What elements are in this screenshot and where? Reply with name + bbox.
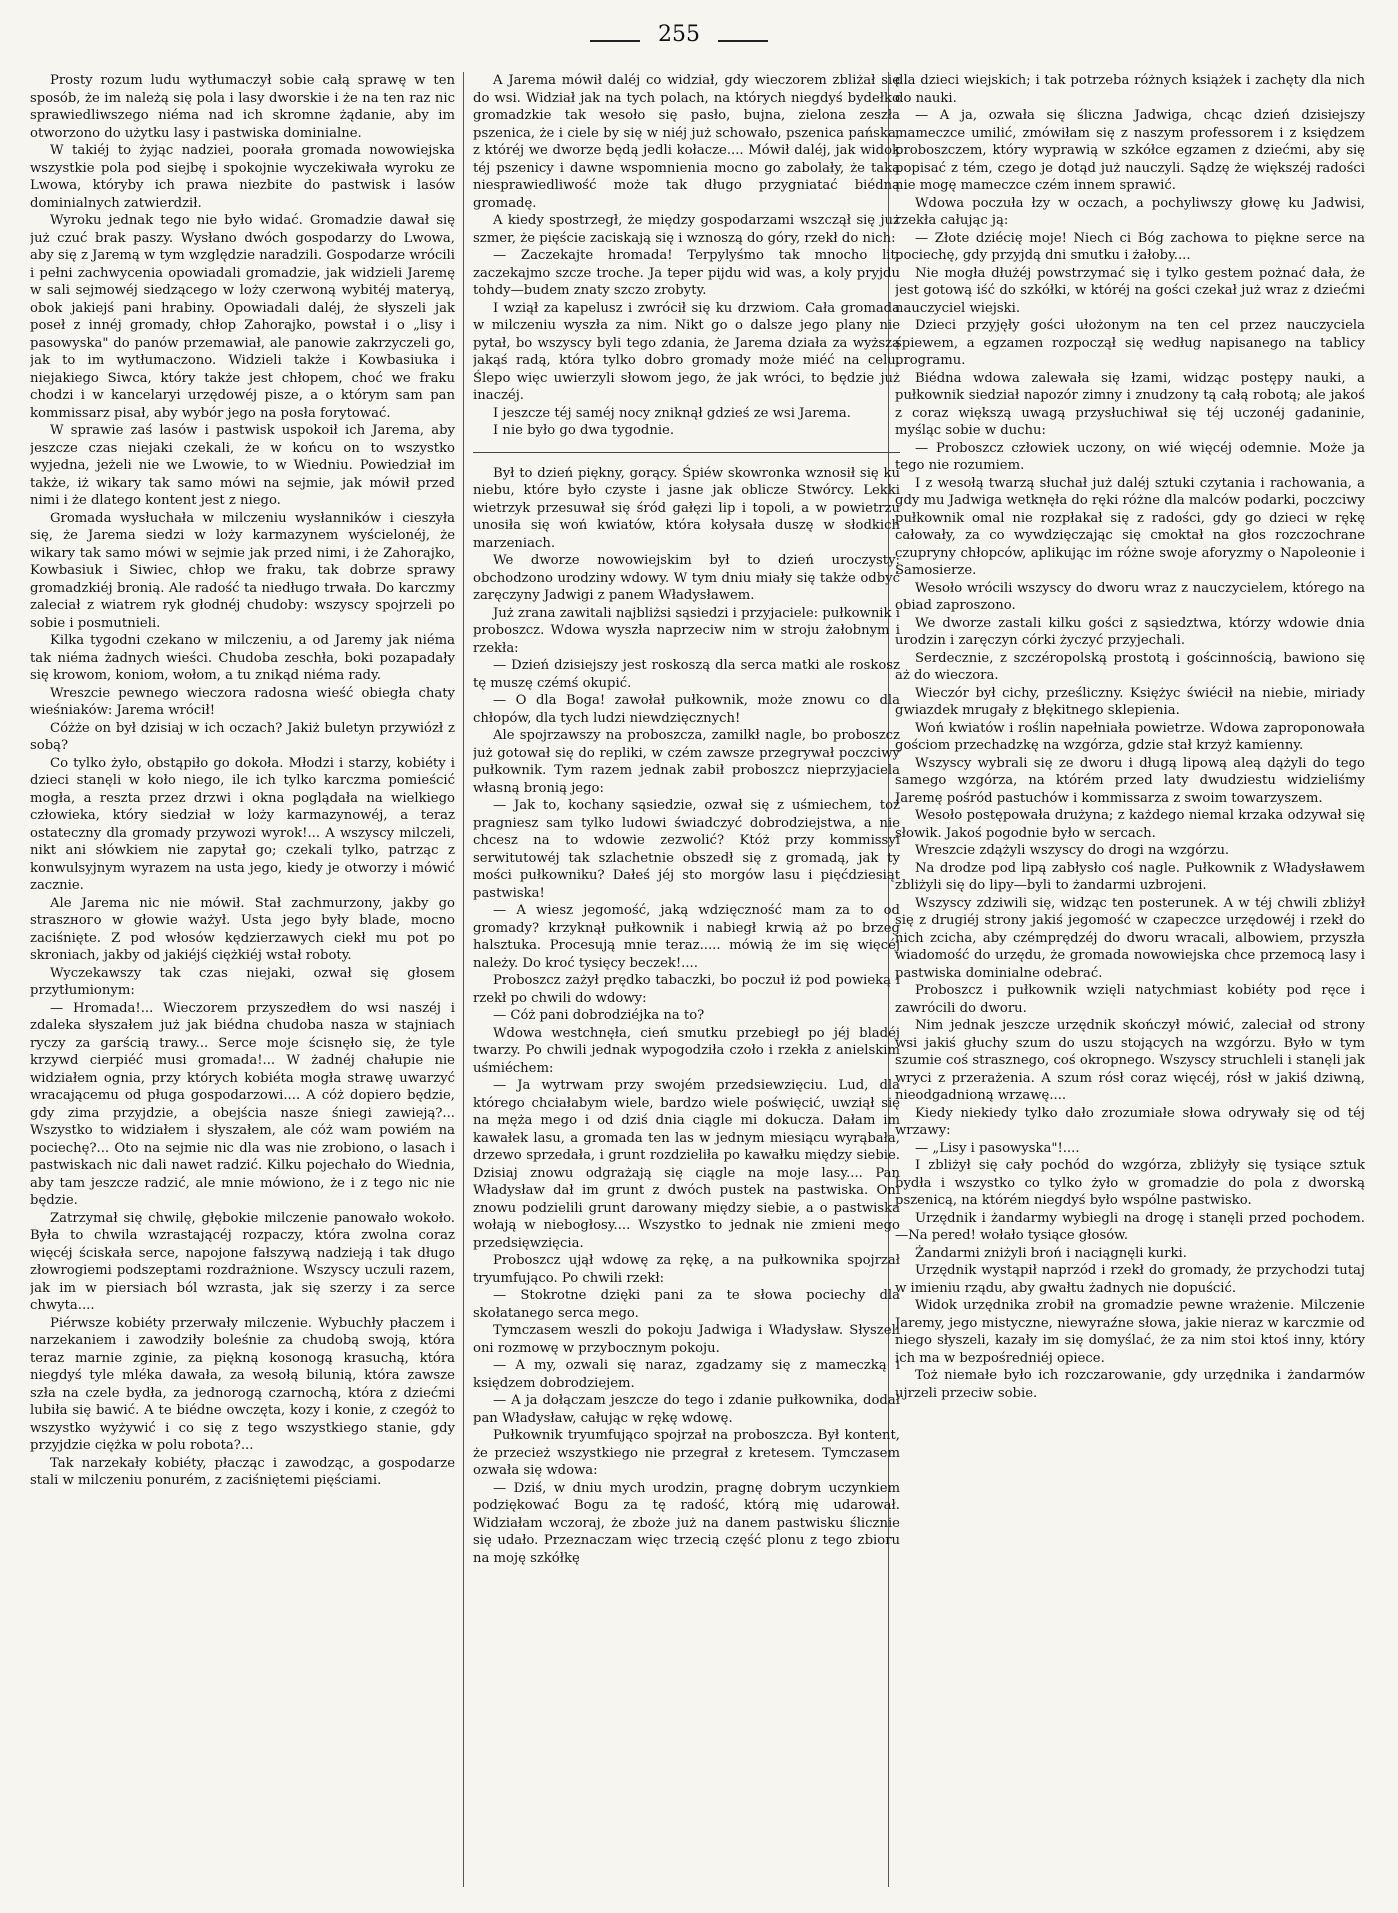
paragraph: Co tylko żyło, obstąpiło go dokoła. Młodzi i starzy, kobiéty i dzieci stanęli w koło niego, ile ich tylko karczma pomieścić mogła, a reszta przez drzwi i okna poglądała na wielkiego człowieka, który siedział w loży karmazynowéj, a teraz ostateczny dla gromady przywozi wyrok!... A wszyscy milczeli, nikt ani słówkiem nie zapytał go; czekali tylko, patrząc z konwulsyjnym wyrazem na usta jego, kiedy je otworzy i mówić zacznie. <box>30 755 455 893</box>
paragraph: — A wiesz jegomość, jaką wdzięczność mam za to od gromady? krzyknął pułkownik i nabiegł krwią aż po brzeg halsztuka. Procesują mnie teraz..... mówią że im się więcéj należy. Do kroć tysięcy beczek!.... <box>473 903 900 971</box>
page-number: 255 <box>658 22 700 47</box>
paragraph: Wreszcie zdążyli wszyscy do drogi na wzgórzu. <box>915 843 1230 858</box>
paragraph: — A my, ozwali się naraz, zgadzamy się z mameczką i księdzem dobrodziejem. <box>473 1358 900 1391</box>
paragraph: dla dzieci wiejskich; i tak potrzeba różnych książek i zachęty dla nich do nauki. <box>895 73 1365 106</box>
paragraph: Ale Jarema nic nie mówił. Stał zachmurzony, jakby go straszного w głowie ważył. Usta jego były blade, mocno zaciśnięte. Z pod włosów kędzierzawych ciekł mu pot po skroniach, jakby od jakiéjś ciężkiéj wstał roboty. <box>30 895 455 963</box>
paragraph: — O dla Boga! zawołał pułkownik, może znowu co dla chłopów, dla tych ludzi niewdzięcznych! <box>473 693 900 726</box>
paragraph: — A ja, ozwała się śliczna Jadwiga, chcąc dzień dzisiejszy mameczce umilić, zmówiłam się z naszym professorem i z księdzem proboszczem, który wyprawią w szkółce egzamen z dziećmi, aby się popisać z tém, czego je dotąd już nauczyli. Sądzę że większéj radości nie mogę mameczce czém innem sprawić. <box>895 108 1365 193</box>
paragraph: We dworze zastali kilku gości z sąsiedztwa, którzy wdowie dnia urodzin i zaręczyn córki życzyć przyjechali. <box>895 615 1365 648</box>
paragraph: Urzędnik i żandarmy wybiegli na drogę i stanęli przed pochodem.—Na pered! wołało tysiące głosów. <box>895 1210 1365 1243</box>
text-column-1 <box>30 72 455 1887</box>
paragraph: — „Lisy i pasowyska"!.... <box>915 1140 1080 1156</box>
paragraph: — Jak to, kochany sąsiedzie, ozwał się z uśmiechem, toż pragniesz sam tylko ludowi świadczyć dobrodziejstwa, a nie chcesz na to wdowie zezwolić? Któż przy kommissyi serwitutowéj tak szlachetnie obszedł się z gromadą, jak ty mości pułkowniku? Dałeś jéj sto morgów lasu i pięćdziesiąt pastwiska! <box>473 798 900 901</box>
paragraph: Był to dzień piękny, gorący. Śpiéw skowronka wznosił się ku niebu, które było czyste i jasne jak oblicze Stwórcy. Lekki wietrzyk przesuwał się śród gałęzi lip i topoli, a w powietrzu unosiła się woń kwiatów, która kołysała duszę w słodkich marzeniach. <box>473 465 900 551</box>
text-column-3 <box>895 72 1365 1887</box>
paragraph: Toż niemałe było ich rozczarowanie, gdy urzędnika i żandarmów ujrzeli przeciw sobie. <box>895 1368 1365 1401</box>
paragraph: Proboszcz ujął wdowę za rękę, a na pułkownika spojrzał tryumfująco. Po chwili rzekł: <box>473 1253 900 1286</box>
paragraph: — Stokrotne dzięki pani za te słowa pociechy dla skołatanego serca mego. <box>473 1288 900 1321</box>
paragraph: Żandarmi zniżyli broń i naciągnęli kurki. <box>915 1245 1187 1261</box>
paragraph: Już zrana zawitali najbliżsi sąsiedzi i przyjaciele: pułkownik i proboszcz. Wdowa wyszła naprzeciw nim w stroju żałobnym i rzekła: <box>473 605 900 656</box>
paragraph: Wieczór był cichy, prześliczny. Księżyc świécił na niebie, miriady gwiazdek mrugały z błękitnego sklepienia. <box>895 685 1365 718</box>
paragraph: Cóżże on był dzisiaj w ich oczach? Jakiż buletyn przywiózł z sobą? <box>30 720 455 753</box>
paragraph: Urzędnik wystąpił naprzód i rzekł do gromady, że przychodzi tutaj w imieniu rządu, aby gwałtu żadnych nie dopuścić. <box>895 1263 1365 1296</box>
paragraph: Pułkownik tryumfująco spojrzał na proboszcza. Był kontent, że przecież wszystkiego nie przegrał z kretesem. Tymczasem ozwała się wdowa: <box>473 1428 900 1478</box>
paragraph: Piérwsze kobiéty przerwały milczenie. Wybuchły płaczem i narzekaniem i zawodziły boleśnie za chudobą swoją, która teraz marnie zginie, za piękną kosonogą krasuchą, która niegdyś tyle mléka dawała, za wesołą bilunią, która zawsze szła na czele bydła, za jednorogą czarnochą, która z dziećmi lubiła się bawić. A te biédne owczęta, kozy i konie, z czegóż to wszystko wyżywić i co się z tego wszystkiego stanie, gdy przyjdzie ciężka w polu robota?... <box>30 1315 455 1453</box>
paragraph: Wesoło postępowała drużyna; z każdego niemal krzaka odzywał się słowik. Jakoś pogodnie było w sercach. <box>895 808 1365 841</box>
header-dash-left <box>590 40 640 42</box>
paragraph: Na drodze pod lipą zabłysło coś nagle. Pułkownik z Władysławem zbliżyli się do lipy—byli to żandarmi uzbrojeni. <box>895 860 1365 893</box>
paragraph: A Jarema mówił daléj co widział, gdy wieczorem zbliżał się do wsi. Widział jak na tych polach, na których niegdyś bydełko gromadzkie tak wesoło się pasło, bujna, zielona zeszła pszenica, że i ciele by się w niéj już schowało, pszenica pańska, z któréj we dworze będą jedli kołacze.... Mówił daléj, jak widok téj pszenicy i dawne wspomnienia mocno go zabolały, że taka niesprawiedliwość może tak długo przygniatać biédną gromadę. <box>473 73 900 211</box>
section-separator <box>473 452 900 453</box>
page-header <box>0 18 1398 58</box>
paragraph: Nim jednak jeszcze urzędnik skończył mówić, zaleciał od strony wsi jakiś głuchy szum do uszu stojących na wzgórzu. Było w tym szumie coś strasznego, coś okropnego. Wszyscy struchleli i stanęli jak wryci z przerażenia. A szum rósł coraz więcéj, rósł w jakiś dziwną, nieodgadnioną wrzawę.... <box>895 1018 1365 1103</box>
paragraph: We dworze nowowiejskim był to dzień uroczysty: obchodzono urodziny wdowy. W tym dniu miały się także odbyć zaręczyny Jadwigi z panem Władysławem. <box>473 553 900 603</box>
paragraph: — Cóż pani dobrodziéjka na to? <box>493 1008 705 1023</box>
paragraph: Wyroku jednak tego nie było widać. Gromadzie dawał się już czuć brak paszy. Wysłano dwóch gospodarzy do Lwowa, aby się z Jaremą w tym względzie naradzili. Gospodarze wrócili i pełni zachwycenia opowiadali gromadzie, jak widzieli Jaremę w sali sejmowéj siedzącego w loży czerwoną wybitéj materyą, obok jakiejś pani hrabiny. Opowiadali daléj, że słyszeli jak poseł z innéj gromady, chłop Zahorajko, powstał i o „lisy i pasowyska" do panów przemawiał, ale panowie zakrzyczeli go, jak to im wytłumaczono. Widzieli także i Kowbasiuka i niejakiego Siwca, który także jest chłopem, choć we fraku chodzi i w kancelaryi urzędowéj pisze, a o którym sam pan kommissarz pisał, aby wybór jego na posła forytować. <box>30 213 455 421</box>
paragraph: Wszyscy wybrali się ze dworu i długą lipową aleą dążyli do tego samego wzgórza, na którém przed laty dwudziestu widzieliśmy Jaremę pośród pastuchów i kommissarza z swoim towarzyszem. <box>895 755 1365 806</box>
paragraph: A kiedy spostrzegł, że między gospodarzami wszczął się już szmer, że pięście zaciskają się i wznoszą do góry, rzekł do nich: <box>473 213 900 246</box>
paragraph: I zbliżył się cały pochód do wzgórza, zbliżyły się tysiące sztuk bydła i wszystko co tylko żyło w gromadzie do pola z dworską pszenicą, na którém niegdyś było wspólne pastwisko. <box>895 1158 1365 1208</box>
paragraph: — Zaczekajte hromada! Terpylyśmo tak mnocho lit, zaczekajmo szcze troche. Ja teper pijdu wid was, a koly pryjdu tohdy—budem znaty szczo zrobyty. <box>473 248 900 298</box>
paragraph: Serdecznie, z szczéropolską prostotą i gościnnością, bawiono się aż do wieczora. <box>895 650 1365 683</box>
paragraph: Kiedy niekiedy tylko dało zrozumiałe słowa odrywały się od téj wrzawy: <box>895 1105 1365 1138</box>
paragraph: Proboszcz zażył prędko tabaczki, bo poczuł iż pod powieką i rzekł po chwili do wdowy: <box>473 973 900 1006</box>
paragraph: — Dzień dzisiejszy jest roskoszą dla serca matki ale roskosz tę muszę czémś okupić. <box>473 658 900 691</box>
paragraph: — Dziś, w dniu mych urodzin, pragnę dobrym uczynkiem podziękować Bogu za tę radość, którą mię udarował. Widziałam wczoraj, że zboże już na danem pastwisku ślicznie się udało. Przeznaczam więc trzecią część plonu z tego zbioru na moję szkółkę <box>473 1480 900 1566</box>
paragraph: Nie mogła dłużéj powstrzymać się i tylko gestem pożnać dała, że jest gotową iść do szkółki, w któréj na gości czekał już wraz z dziećmi nauczyciel wiejski. <box>895 265 1365 316</box>
header-dash-right <box>718 40 768 42</box>
paragraph: — Hromada!... Wieczorem przyszedłem do wsi naszéj i zdaleka słyszałem już jak biédna chudoba nasza w stajniach ryczy za garścią trawy... Serce moje ścisnęło się, że tyle krzywd cierpiéć musi gromada!... W żadnéj chałupie nie widziałem ognia, przy których kobiéta mogła strawę uwarzyć wracającemu od pługa gospodarzowi.... A cóż dopiero będzie, gdy zima przyjdzie, a obejścia nasze śniegi zawieją?... Wszystko to widziałem i słyszałem, ale cóż wam powiém na pociechę?... Oto na sejmie nic dla was nie zrobiono, o lasach i pastwiskach nic dali nawet radzić. Kilku pojechało do Wiednia, aby tam jeszcze radzić, ale mnie mówiono, że i z tego nic nie będzie. <box>30 1000 455 1208</box>
paragraph: W takiéj to żyjąc nadziei, poorała gromada nowowiejska wszystkie pola pod siejbę i spokojnie wyczekiwała wyroku ze Lwowa, któryby ich prawa niezbite do pastwisk i lasów dominialnych zatwierdził. <box>30 143 455 211</box>
paragraph: W sprawie zaś lasów i pastwisk uspokoił ich Jarema, aby jeszcze czas niejaki czekali, że w końcu on to wszystko wyjedna, jeżeli nie we Lwowie, to w Wiedniu. Powiedział im także, iż wikary tak samo mówi na sejmie, jak mówił przed nimi i że dlatego kontent jest z niego. <box>30 423 455 508</box>
paragraph: Wdowa westchnęła, cień smutku przebiegł po jéj bladéj twarzy. Po chwili jednak wypogodziła czoło i rzekła z anielskim uśmiéchem: <box>473 1025 900 1076</box>
paragraph: Wesoło wrócili wszyscy do dworu wraz z nauczycielem, którego na obiad zaproszono. <box>895 580 1365 613</box>
paragraph: Prosty rozum ludu wytłumaczył sobie całą sprawę w ten sposób, że im należą się pola i lasy dworskie i że na ten raz nic sprawiedliwszego niéma nad ich skromne żądanie, aby im otworzono do użytku lasy i pastwiska dominialne. <box>30 73 455 141</box>
paragraph: I wziął za kapelusz i zwrócił się ku drzwiom. Cała gromada w milczeniu wyszła za nim. Nikt go o dalsze jego plany nie pytał, bo wszyscy byli tego zdania, że Jarema działa za wyższą jakąś radą, która tylko dobro gromady może miéć na celu. Ślepo więc uwierzyli słowom jego, że jak wróci, to będzie już inaczéj. <box>473 300 900 403</box>
paragraph: Proboszcz i pułkownik wzięli natychmiast kobiéty pod ręce i zawrócili do dworu. <box>895 983 1365 1016</box>
text-column-2 <box>473 72 900 1887</box>
paragraph: Woń kwiatów i roślin napełniała powietrze. Wdowa zaproponowała gościom przechadzkę na wzgórza, gdzie stał krzyż kamienny. <box>895 720 1365 753</box>
paragraph: Widok urzędnika zrobił na gromadzie pewne wrażenie. Milczenie Jaremy, jego mistyczne, niewyraźne słowa, jakie nieraz w karczmie od niego słyszeli, kazały im się domyślać, że za nim stoi ktoś inny, który ich ma w bezpośredniéj opiece. <box>895 1298 1365 1366</box>
paragraph: — Proboszcz człowiek uczony, on wié więcéj odemnie. Może ja tego nie rozumiem. <box>895 440 1365 473</box>
paragraph: — A ja dołączam jeszcze do tego i zdanie pułkownika, dodał pan Władysław, całując w rękę wdowę. <box>473 1393 900 1426</box>
paragraph: Gromada wysłuchała w milczeniu wysłanników i cieszyła się, że Jarema siedzi w loży karmazynem wyścielonéj, że wikary tak samo mówi w sejmie jak przed nimi, i że Zahorajko, Kowbasiuk i Siwiec, chłop we fraku, tak dobrze sprawy gromadzkiéj bronią. Ale radość ta niedługo trwała. Do karczmy zaleciał z wiatrem ryk głodnéj chudoby: wszyscy spojrzeli po sobie i posmutnieli. <box>30 510 455 631</box>
column-rule <box>463 72 464 1887</box>
paragraph: Wreszcie pewnego wieczora radosna wieść obiegła chaty wieśniaków: Jarema wrócił! <box>30 685 455 718</box>
paragraph: Wszyscy zdziwili się, widząc ten posterunek. A w téj chwili zbliżył się z drugiéj strony jakiś jegomość w czapeczce urzędowéj i rzekł do nich zcicha, aby czémprędzéj do dworu wracali, albowiem, przyszła wiadomość do urzędu, że gromada nowowiejska chce przemocą lasy i pastwiska dominialne odebrać. <box>895 895 1365 981</box>
paragraph: Wyczekawszy tak czas niejaki, ozwał się głosem przytłumionym: <box>30 965 455 998</box>
paragraph: I z wesołą twarzą słuchał już daléj sztuki czytania i rachowania, a gdy mu Jadwiga wetknęła do ręki różne dla malców podarki, poczciwy pułkownik omal nie rozpłakał się z radości, gdy go dzieci w rękę całowały, za co wywdzięczając się cmoktał na głos rozczochrane czupryny chłopców, aplikując im różne swoje aforyzmy o Napoleonie i Samosierze. <box>895 475 1365 578</box>
paragraph: Biédna wdowa zalewała się łzami, widząc postępy nauki, a pułkownik siedział napozór zimny i znudzony tą całą robotą; ale jakoś z coraz większą uwagą przysłuchiwał się téj uczonéj gadaninie, myśląc sobie w duchu: <box>895 370 1365 438</box>
paragraph: Kilka tygodni czekano w milczeniu, a od Jaremy jak niéma tak niéma żadnych wieści. Chudoba zeschła, boki pozapadały się krowom, koniom, wołom, a tu znikąd niéma rady. <box>30 633 455 683</box>
paragraph: Tymczasem weszli do pokoju Jadwiga i Władysław. Słyszeli oni rozmowę w przybocznym pokoju. <box>473 1323 900 1356</box>
paragraph: Zatrzymał się chwilę, głębokie milczenie panowało wokoło. Była to chwila wzrastającéj rozpaczy, która zwolna coraz więcéj ściskała serce, napojone fałszywą nadzieją i tak długo złowrogiemi podszeptami rozdrażnione. Wszyscy uczuli razem, jak im w piersiach ból wzrasta, jak się szerzy i za serce chwyta.... <box>30 1210 455 1313</box>
paragraph: — Ja wytrwam przy swojém przedsiewzięciu. Lud, dla którego chciałabym wiele, bardzo wiele poświęcić, uwziął się na męża mego i od dziś dnia ciągle mi dokucza. Dałam im kawałek lasu, a gromada ten las w jednym miesiącu wyrąbała, drzewo sprzedała, i grunt rozdzieliła po kawałku między siebie. Dzisiaj znowu odgrażają się ciągle na moje lasy.... Pan Władysław dał im grunt z dwóch pustek na pastwiska. Oni znowu podzielili grunt darowany między siebie, a o pastwiska wołają w niebogłosy.... Wszystko to jednak nie zmieni mego przedsięwzięcia. <box>473 1078 900 1251</box>
paragraph: Dzieci przyjęły gości ułożonym na ten cel przez nauczyciela śpiewem, a egzamen rozpoczął się według napisanego na tablicy programu. <box>895 318 1365 368</box>
paragraph: Wdowa poczuła łzy w oczach, a pochyliwszy głowę ku Jadwisi, rzekła całując ją: <box>895 195 1365 228</box>
paragraph: I jeszcze téj saméj nocy zniknął gdzieś ze wsi Jarema. <box>493 405 851 421</box>
paragraph: Tak narzekały kobiéty, płacząc i zawodząc, a gospodarze stali w milczeniu ponurém, z zaciśniętemi pięściami. <box>30 1455 455 1488</box>
paragraph: — Złote dziécię moje! Niech ci Bóg zachowa to piękne serce na pociechę, gdy przyjdą dni smutku i żałoby.... <box>895 230 1365 263</box>
paragraph: I nie było go dwa tygodnie. <box>493 423 675 438</box>
paragraph: Ale spojrzawszy na proboszcza, zamilkł nagle, bo proboszcz już gotował się do repliki, w czém zawsze przegrywał poczciwy pułkownik. Tym razem jednak zabił proboszcz nieprzyjaciela własną bronią jego: <box>473 728 900 796</box>
